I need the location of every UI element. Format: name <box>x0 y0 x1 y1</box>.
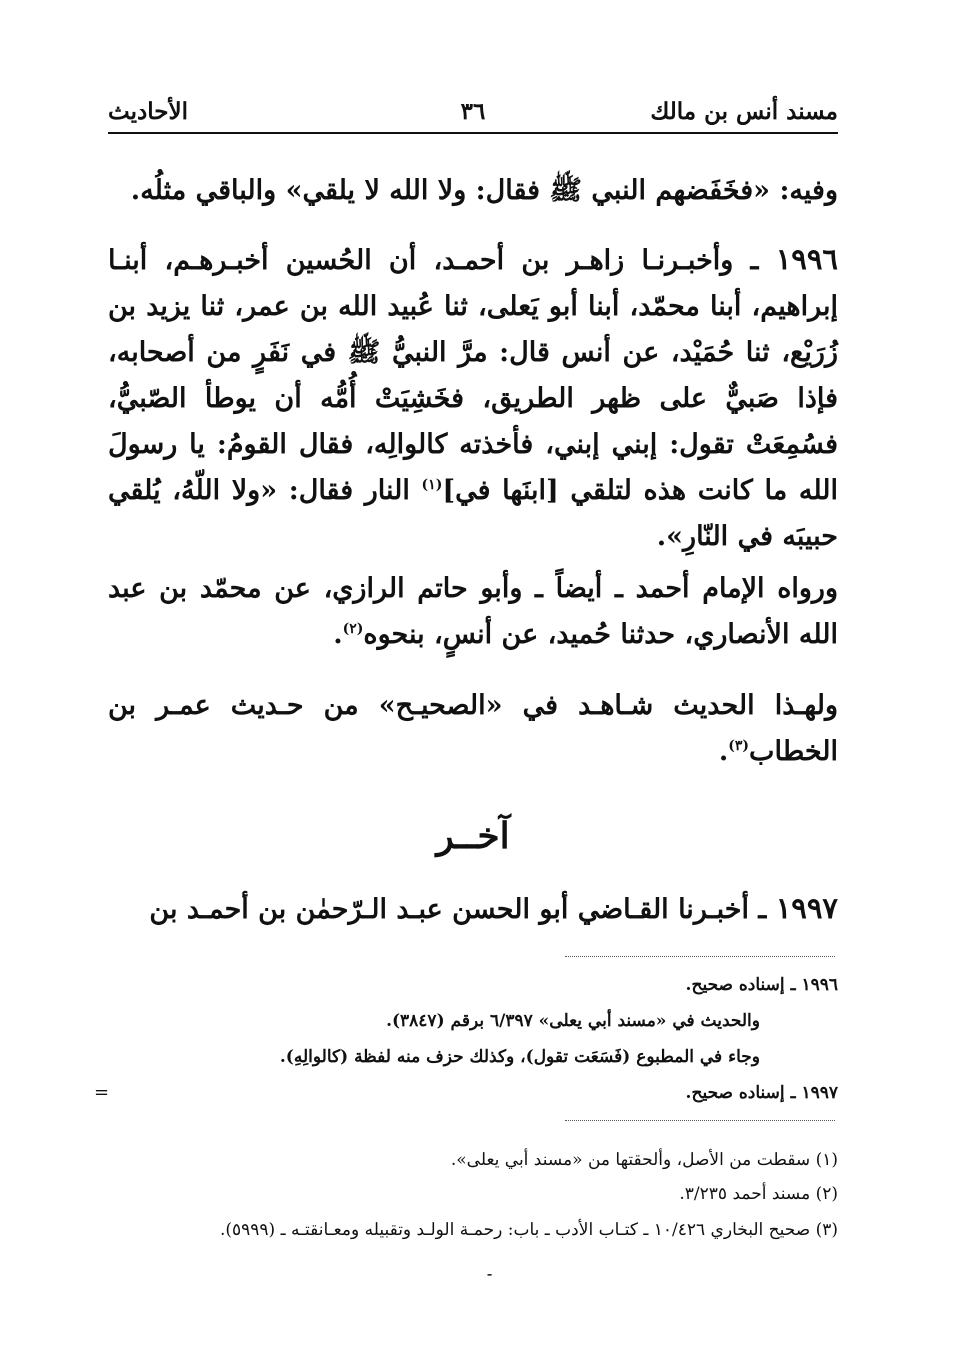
paragraph-text: ورواه الإمام أحمد ـ أيضاً ـ وأبو حاتم الرازي، عن محمّد بن عبد الله الأنصاري، حدثنا حُميد، عن أنسٍ، بنحوه <box>108 573 838 650</box>
footnote-1: (١) سقطت من الأصل، وألحقتها من «مسند أبي يعلى». <box>450 1150 838 1170</box>
margin-mark: = <box>94 1082 110 1103</box>
hadith-1996-paragraph <box>108 236 838 560</box>
paragraph-text: وفيه: «فخَفَضهم النبي ﷺ فقال: ولا الله لا يلقي» والباقي مثلُه. <box>130 175 838 206</box>
paragraph-text: ولهـذا الحديث شـاهـد في «الصحيـح» من حـديث عمـر بن الخطاب <box>108 690 838 767</box>
footnote-ref-3: (٣) <box>728 738 750 754</box>
witness-paragraph <box>108 683 838 775</box>
hadith-number: ١٩٩٦ <box>775 242 838 276</box>
note-line: ١٩٩٦ ـ إسناده صحيح. <box>685 975 838 995</box>
section-name: الأحاديث <box>108 98 188 125</box>
footnotes-separator <box>565 1120 835 1121</box>
notes-separator <box>565 956 835 957</box>
note-line: ١٩٩٧ ـ إسناده صحيح. <box>685 1083 838 1103</box>
paragraph-text: ـ أخبـرنا القـاضي أبو الحسن عبـد الـرّحمٰن بن أحمـد بن <box>149 894 776 925</box>
paragraph-text-end: . <box>333 619 343 650</box>
note-line: وجاء في المطبوع (فَسَعَت تقول)، وكذلك حزف منه لفظة (كالوالِهِ). <box>279 1047 760 1067</box>
footnote-2: (٢) مسند أحمد ٣/٢٣٥. <box>679 1184 838 1204</box>
paragraph-text: ـ وأخبـرنـا زاهـر بن أحمـد، أن الحُسين أخبـرهـم، أبنـا إبراهيم، أبنا محمّد، أبنا أبو يَعلى، ثنا عُبيد الله بن عمر، ثنا يزيد بن زُرَيْع، ثنا حُمَيْد، عن أنس قال: مرَّ النبيُّ ﷺ في نَفَرٍ من أصحابه، فإذا صَبيٌّ على ظهر الطريق، فخَشِيَتْ أُمُّه أن يوطأ الصّبيُّ، فسُمِعَتْ تقول: إبني إبني، فأخذته كالوالِه، فقال القومُ: يا رسولَ الله ما كانت هذه لتلقي [ابنَها في] <box>108 245 838 506</box>
footnote-ref-2: (٢) <box>342 621 364 637</box>
hadith-1997-paragraph <box>108 885 838 933</box>
paragraph-text-end: . <box>718 736 729 767</box>
footnote-ref-1: (١) <box>421 477 443 493</box>
hadith-number: ١٩٩٧ <box>775 891 838 925</box>
paragraph-intro <box>108 168 838 214</box>
note-line: والحديث في «مسند أبي يعلى» ٦/٣٩٧ برقم (٣٨٤٧). <box>386 1011 760 1031</box>
page-header <box>108 98 838 134</box>
narration-paragraph <box>108 566 838 658</box>
paragraph-text-end: النار فقال: «ولا اللّهُ، يُلقي حبيبَه في النّارِ». <box>108 475 838 552</box>
page-number: ٣٦ <box>460 98 486 125</box>
footnote-3: (٣) صحيح البخاري ١٠/٤٢٦ ـ كتـاب الأدب ـ باب: رحمـة الولـد وتقبيله ومعـانقتـه ـ (٥٩٩٩). <box>219 1220 838 1240</box>
stray-dot: ⁃ <box>486 1268 493 1284</box>
section-title: آخــر <box>436 815 510 857</box>
book-title: مسند أنس بن مالك <box>650 98 838 125</box>
